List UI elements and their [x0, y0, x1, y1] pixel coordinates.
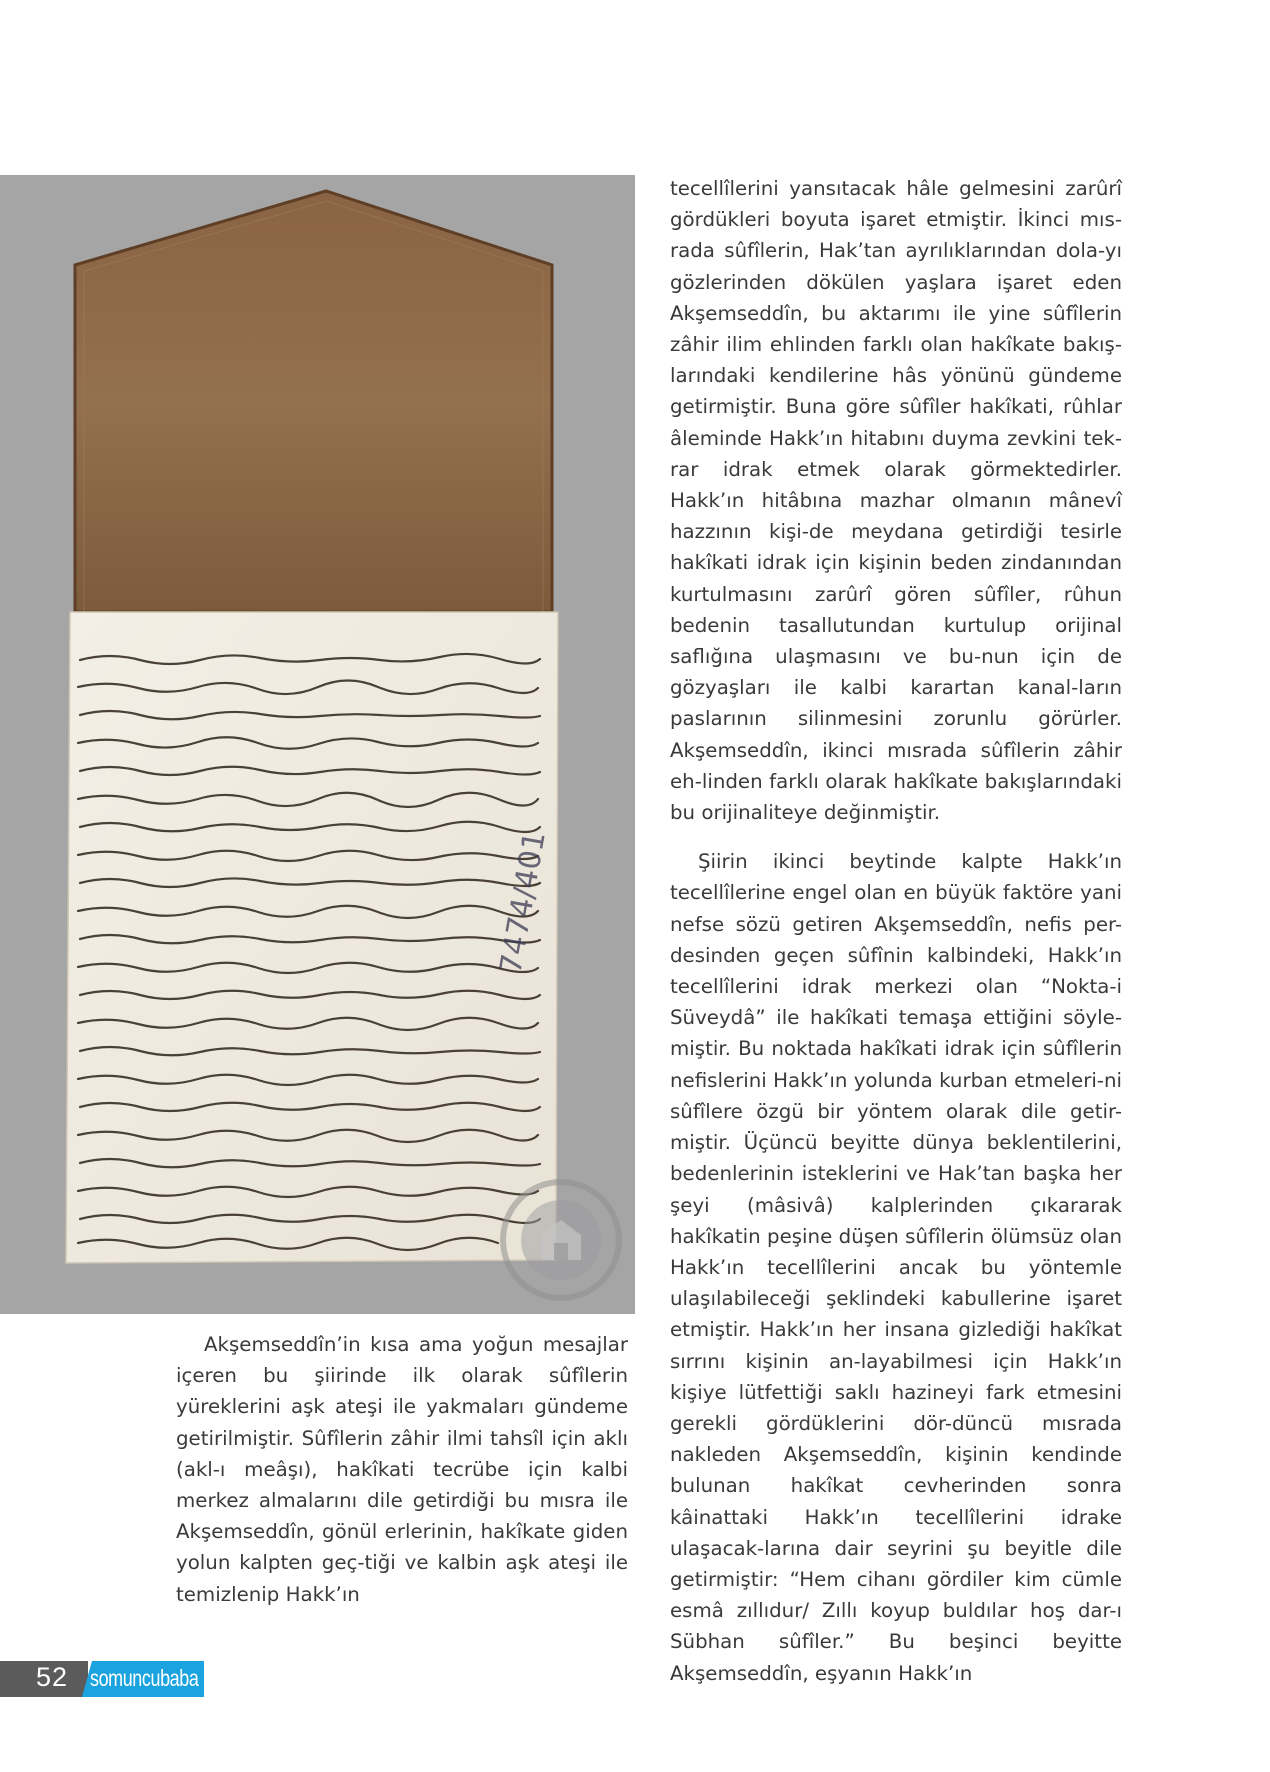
body-paragraph: Akşemseddîn’in kısa ama yoğun mesajlar içeren bu şiirinde ilk olarak sûfîlerin yüreklerini aşk ateşi ile yakmaları gündeme getirilmiştir. Sûfîlerin zâhir ilmi tahsîl için aklı (akl-ı meâşı), hakîkati tecrübe için kalbi merkez almalarını dile getirdiği bu mısra ile Akşemseddîn, gönül erlerinin, hakîkate giden yolun kalpten geç-tiği ve kalbin aşk ateşi ile temizlenip Hakk’ın	[176, 1333, 628, 1606]
page-number: 52	[36, 1662, 69, 1692]
left-text-column	[176, 1329, 628, 1610]
page-footer	[0, 1661, 210, 1697]
body-paragraph: tecellîlerini yansıtacak hâle gelmesini zarûrî gördükleri boyuta işaret etmiştir. İkinci mıs-rada sûfîlerin, Hak’tan ayrılıklarından dola-yı gözlerinden dökülen yaşlara işaret eden Akşemseddîn, bu aktarımı ile yine sûfîlerin zâhir ilim ehlinden farklı olan hakîkate bakış-larındaki kendilerine hâs yönünü gündeme getirmiştir. Buna göre sûfîler hakîkati, rûhlar âleminde Hakk’ın hitabını duyma zevkini tek-rar idrak etmek olarak görmektedirler. Hakk’ın hitâbına mazhar olmanın mânevî hazzının kişi-de meydana getirdiği tesirle hakîkati idrak için kişinin beden zindanından kurtulmasını zarûrî gören sûfîler, rûhun bedenin tasallutundan kurtulup orijinal saflığına ulaşmasını ve bu-nun için de gözyaşları ile kalbi karartan kanal-ların paslarının silinmesini zorunlu görürler. Akşemseddîn, ikinci mısrada sûfîlerin zâhir eh-linden farklı olarak hakîkate bakışlarındaki bu orijinaliteye değinmiştir.	[670, 177, 1122, 825]
manuscript-photo	[0, 175, 635, 1314]
manuscript-envelope-image	[0, 175, 635, 1314]
right-text-column	[670, 173, 1122, 1689]
body-paragraph: Şiirin ikinci beytinde kalpte Hakk’ın tecellîlerine engel olan en büyük faktöre yani nefse sözü getiren Akşemseddîn, nefis per-desinden geçen sûfînin kalbindeki, Hakk’ın tecellîlerini idrak merkezi olan “Nokta-i Süveydâ” ile hakîkati temaşa ettiğini söyle-miştir. Bu noktada hakîkati idrak için sûfîlerin nefislerini Hakk’ın yolunda kurban etmeleri-ni sûfîlere özgü bir yöntem olarak dile getir-miştir. Üçüncü beyitte dünya beklentilerini, bedenlerinin isteklerini ve Hak’tan başka her şeyi (mâsivâ) kalplerinden çıkararak hakîkatin peşine düşen sûfîlerin ölümsüz olan Hakk’ın tecellîlerini ancak bu yöntemle ulaşılabileceği şeklindeki kabullerine işaret etmiştir. Hakk’ın her insana gizlediği hakîkat sırrını kişinin an-layabilmesi için Hakk’ın kişiye lütfettiği saklı hazineyi fark etmesini gerekli gördüklerini dör-düncü mısrada nakleden Akşemseddîn, kişinin kendinde bulunan hakîkat cevherinden sonra kâinattaki Hakk’ın tecellîlerini idrake ulaşacak-larına dair seyrini şu beyitle dile getirmiştir: “Hem cihanı gördiler kim cümle esmâ zıllıdur/ Zıllı koyup buldılar hoş dar-ı Sübhan sûfîler.” Bu beşinci beyitte Akşemseddîn, eşyanın Hakk’ın	[670, 850, 1122, 1685]
magazine-brand: somuncubaba	[90, 1665, 199, 1691]
archive-stamp-watermark	[496, 1175, 626, 1305]
archive-mark: 7474/401	[493, 828, 553, 977]
